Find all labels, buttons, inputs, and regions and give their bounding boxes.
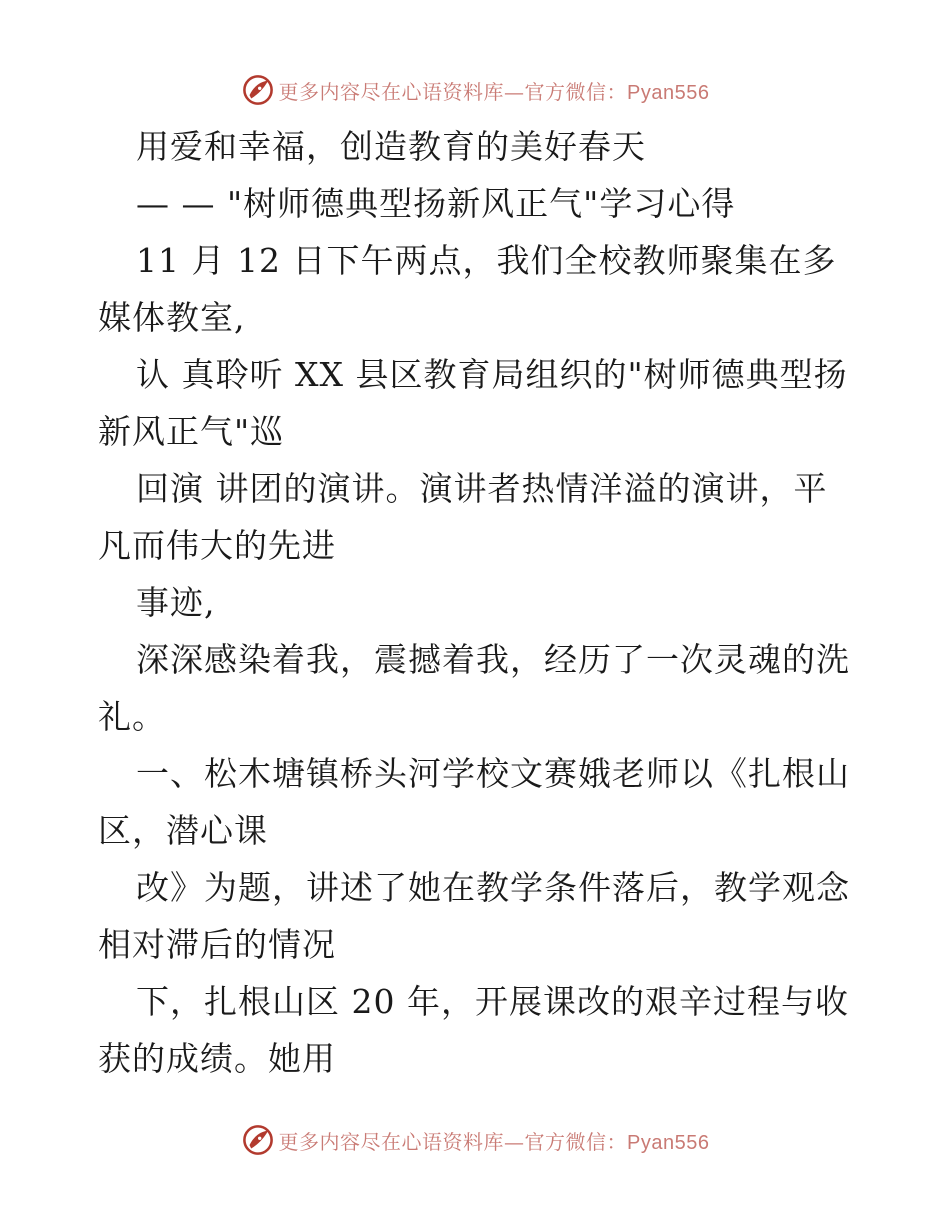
watermark-group <box>241 1123 710 1157</box>
paragraph-line: 媒体教室, <box>98 298 246 337</box>
pen-nib-logo-icon <box>241 1123 275 1157</box>
document-body <box>98 118 858 1087</box>
paragraph-line: 获的成绩。她用 <box>98 1039 336 1078</box>
paragraph-line: 认 真聆听 XX 县区教育局组织的"树师德典型扬 <box>136 355 848 394</box>
wechat-id: Pyan556 <box>627 1131 710 1154</box>
paragraph-line: 事迹, <box>136 583 216 622</box>
paragraph-line: 区，潜心课 <box>98 811 268 850</box>
paragraph-line: 改》为题，讲述了她在教学条件落后，教学观念 <box>136 868 850 907</box>
pen-nib-logo-icon <box>241 73 275 107</box>
paragraph-line: 11 月 12 日下午两点，我们全校教师聚集在多 <box>136 241 837 280</box>
paragraph-line: 礼。 <box>98 697 166 736</box>
watermark-group <box>241 73 710 107</box>
paragraph-line: 深深感染着我，震撼着我，经历了一次灵魂的洗 <box>136 640 850 679</box>
paragraph-line: 一、松木塘镇桥头河学校文赛娥老师以《扎根山 <box>136 754 850 793</box>
paragraph-line: 相对滞后的情况 <box>98 925 336 964</box>
paragraph-line: 凡而伟大的先进 <box>98 526 336 565</box>
paragraph-line: 回演 讲团的演讲。演讲者热情洋溢的演讲，平 <box>136 469 828 508</box>
paragraph-line: — — "树师德典型扬新风正气"学习心得 <box>136 184 736 223</box>
watermark-text: 更多内容尽在心语资料库—官方微信：Pyan556 <box>278 79 710 104</box>
paragraph-line: 用爱和幸福，创造教育的美好春天 <box>136 127 646 166</box>
wechat-id: Pyan556 <box>627 81 710 104</box>
paragraph-line: 新风正气"巡 <box>98 412 285 451</box>
header-watermark <box>0 70 950 110</box>
watermark-text: 更多内容尽在心语资料库—官方微信：Pyan556 <box>278 1129 710 1154</box>
footer-watermark <box>0 1120 950 1160</box>
paragraph-line: 下，扎根山区 20 年，开展课改的艰辛过程与收 <box>136 982 849 1021</box>
